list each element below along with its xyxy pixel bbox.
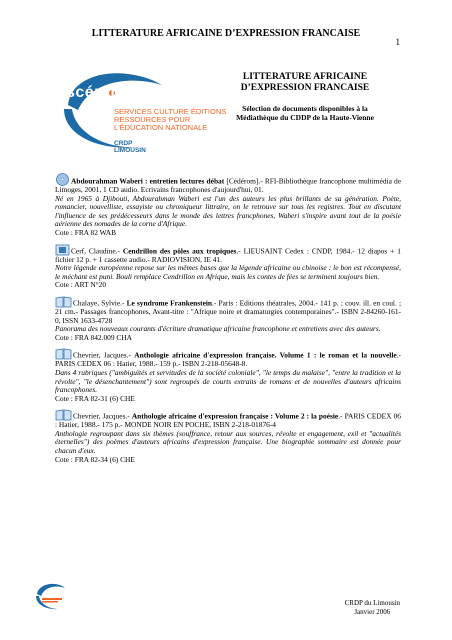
entry-cote: Cote : FRA 82-31 (6) CHE	[55, 393, 135, 403]
list-item	[55, 173, 401, 238]
footer: CRDP du Limousin Janvier 2006	[344, 599, 400, 616]
bibliography-list	[55, 173, 401, 470]
entry-details: [Cédérom].- RFI-Bibliothèque francophone multimédia de Limoges, 2001, 1 CD audio. Ecrivains francophones d'aujourd'hui, 01.	[55, 176, 401, 194]
list-item	[55, 296, 401, 342]
entry-details: .- PARIS CEDEX 06 : Hatier, 1988.- 159 p.- ISBN 2-218-05648-8.	[55, 350, 401, 369]
entry-annotation: Anthologie regroupant dans six thèmes (souffrance, retour aux sources, révolte et engagement, exil et "actualités éternelles") des poèmes d'auteurs africains d'expression française. Une biographie sommaire est donnée pour chacun d'eux.	[55, 428, 401, 456]
entry-title: Abdourahman Waberi : entretien lectures débat	[71, 176, 225, 186]
entry-title: Cendrillon des pôles aux tropiques	[122, 245, 237, 255]
logo-tagline: SERVICES CULTURE ÉDITIONS RESSOURCES POUR L'ÉDUCATION NATIONALE	[114, 107, 227, 132]
entry-cote: Cote : FRA 842.009 CHA	[55, 332, 132, 342]
entry-author: Chevrier, Jacques.-	[73, 350, 135, 360]
document-subtitle: Sélection de documents disponibles à la Médiathèque du CDDP de la Haute-Vienne	[236, 104, 374, 122]
entry-details: .- LIEUSAINT Cedex : CNDP, 1984.- 12 diapos + 1 fichier 12 p. + 1 cassette audio.- RADIOVISION, IE 41.	[55, 245, 401, 264]
entry-details: .- Paris : Editions théatrales, 2004.- 141 p. ; couv. ill. en coul. ; 21 cm.- Passages francophones, Avant-titre : "Afrique noire et dramaturgies contemporaines".- ISBN 2-84260-161-0, ISSN 1633-4728	[55, 298, 402, 325]
logo-crdp: CRDP LIMOUSIN	[114, 140, 146, 154]
entry-author: Cerf, Claudine.-	[71, 245, 123, 255]
entry-title: Anthologie africaine d'expression française. Volume 1 : le roman et la nouvelle	[134, 350, 397, 360]
entry-cote: Cote : FRA 82-34 (6) CHE	[55, 454, 135, 464]
list-item	[55, 244, 401, 290]
document-title: LITTERATURE AFRICAINE D’EXPRESSION FRANCAISE	[240, 72, 370, 93]
entry-annotation: Né en 1965 à Djibouti, Abdourahman Waberi est l'un des auteurs les plus brillants de sa génération. Poète, romancier, nouvelliste, essayiste ou chroniqueur littraire, on le retrouve sur tous les registres. Tout en discutant l'influence de ses prédécesseurs dans le monde des lettres francphones, Waberi s'inspire avant tout de la poésie aérienne des nomades de la corne d'Afrique.	[55, 193, 401, 229]
entry-annotation: Panorama des nouveaux courants d'écriture dramatique africaine francophone et entretiens avec des auteurs.	[55, 324, 381, 334]
page-number: 1	[395, 37, 400, 47]
entry-annotation: Notre légende européenne repose sur les mêmes bases que la légende africaine ou chinoise : le bon est récompensé, le méchant est puni. Bouli remplace Cendrillon en Afrique, mais les contes de fées se terminent toujours bien.	[55, 263, 401, 281]
entry-title: Anthologie africaine d'expression française : Volume 2 : la poésie	[131, 411, 339, 421]
entry-cote: Cote : ART N°20	[55, 280, 107, 290]
entry-author: Chalaye, Sylvie.-	[73, 298, 127, 308]
footer-logo	[33, 580, 67, 612]
entry-author: Chevrier, Jacques.-	[73, 411, 132, 421]
list-item	[55, 348, 401, 403]
entry-cote: Cote : FRA 82 WAB	[55, 227, 117, 237]
entry-details: .- PARIS CEDEX 06 : Hatier, 1988.- 175 p.- MONDE NOIR EN POCHE, ISBN 2-218-01876-4	[55, 411, 401, 430]
running-header: LITTERATURE AFRICAINE D’EXPRESSION FRANCAISE	[91, 28, 361, 39]
logo-wordmark: scérén	[66, 84, 121, 101]
entry-annotation: Dans 4 rubriques ("ambiguïtés et servitudes de la société coloniale", "le temps du malaise", "entre la tradition et la révolte", "le désenchantement") sont regroupés de courts extraits de romans et de nouvelles d'auteurs africains francophones.	[55, 367, 401, 395]
entry-title: Le syndrome Frankenstein	[126, 298, 213, 308]
list-item	[55, 409, 401, 464]
